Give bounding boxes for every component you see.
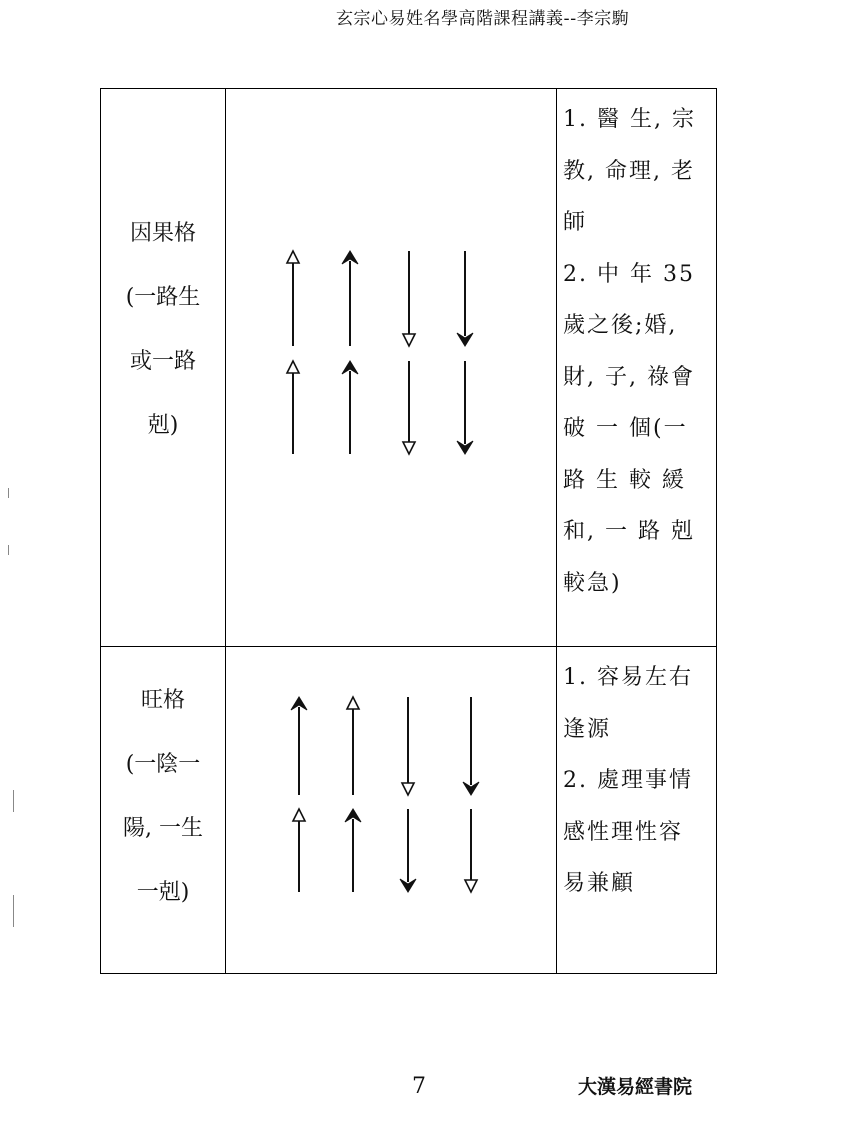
arrow-diagram bbox=[226, 647, 556, 969]
table-row bbox=[101, 647, 717, 974]
up-solid-arrow-icon bbox=[291, 697, 307, 795]
description-line: 2. 處理事情 bbox=[563, 768, 693, 793]
pattern-name-line: (一陰一 bbox=[125, 752, 201, 777]
description-line: 2. 中 年 35 bbox=[563, 261, 695, 287]
description-line: 路 生 較 緩 bbox=[563, 467, 686, 493]
down-hollow-arrow-icon bbox=[465, 809, 477, 892]
down-hollow-arrow-icon bbox=[403, 361, 415, 454]
arrow-diagram-cell bbox=[226, 89, 557, 647]
pattern-name-line: 陽, 一生 bbox=[123, 816, 203, 841]
pattern-name-cell bbox=[101, 89, 226, 647]
up-hollow-arrow-icon bbox=[293, 809, 305, 892]
down-solid-arrow-icon bbox=[463, 697, 479, 795]
up-solid-arrow-icon bbox=[345, 809, 361, 892]
pattern-name-line: 旺格 bbox=[140, 688, 185, 713]
description-line: 易兼顧 bbox=[563, 871, 636, 896]
scan-mark bbox=[13, 895, 14, 927]
page-number: 7 bbox=[412, 1074, 426, 1099]
pattern-name-line: 因果格 bbox=[129, 221, 196, 246]
description-line: 教, 命理, 老 bbox=[563, 158, 695, 184]
up-hollow-arrow-icon bbox=[287, 251, 299, 346]
description-line: 財, 子, 祿會 bbox=[563, 364, 695, 390]
scan-mark bbox=[8, 545, 9, 555]
pattern-name-cell bbox=[101, 647, 226, 974]
description-line: 歲之後;婚, bbox=[563, 313, 678, 338]
description-line: 感性理性容 bbox=[563, 819, 684, 845]
page-header-title: 玄宗心易姓名學高階課程講義--李宗駒 bbox=[336, 9, 630, 29]
up-hollow-arrow-icon bbox=[347, 697, 359, 795]
description-line: 破 一 個(一 bbox=[563, 416, 688, 441]
up-hollow-arrow-icon bbox=[287, 361, 299, 454]
table-row bbox=[101, 89, 717, 647]
down-solid-arrow-icon bbox=[457, 251, 473, 346]
description-line: 1. 醫 生, 宗 bbox=[563, 107, 696, 132]
arrow-diagram-cell bbox=[226, 647, 557, 974]
description-cell bbox=[557, 89, 717, 647]
description-line: 和, 一 路 剋 bbox=[563, 519, 695, 544]
scan-mark bbox=[8, 488, 9, 498]
pattern-name-line: 一剋) bbox=[136, 880, 190, 905]
up-solid-arrow-icon bbox=[342, 251, 358, 346]
down-solid-arrow-icon bbox=[400, 809, 416, 892]
description-cell bbox=[557, 647, 717, 974]
arrow-diagram bbox=[226, 89, 556, 642]
description-line: 較急) bbox=[563, 570, 622, 596]
pattern-name-line: 剋) bbox=[147, 413, 179, 438]
down-hollow-arrow-icon bbox=[402, 697, 414, 795]
description-line: 1. 容易左右 bbox=[563, 665, 693, 690]
pattern-name-line: 或一路 bbox=[129, 349, 196, 374]
pattern-name-line: (一路生 bbox=[125, 285, 201, 310]
description-line: 逢源 bbox=[563, 716, 612, 742]
pattern-table bbox=[100, 88, 717, 974]
down-solid-arrow-icon bbox=[457, 361, 473, 454]
scan-mark bbox=[13, 790, 14, 812]
down-hollow-arrow-icon bbox=[403, 251, 415, 346]
publisher-name: 大漢易經書院 bbox=[578, 1076, 693, 1098]
description-line: 師 bbox=[563, 210, 588, 235]
up-solid-arrow-icon bbox=[342, 361, 358, 454]
